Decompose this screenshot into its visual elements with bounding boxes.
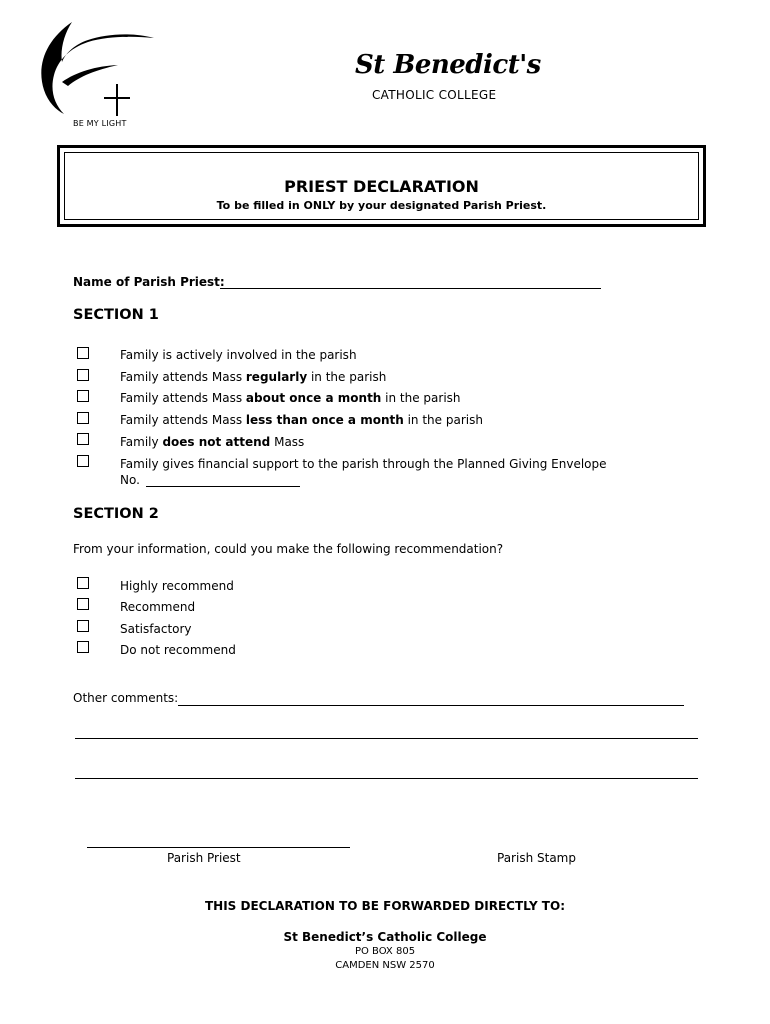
option-checkbox-do-not-recommend[interactable] xyxy=(77,641,89,653)
option-checkbox-satisfactory[interactable] xyxy=(77,620,89,632)
footer-po-box: PO BOX 805 xyxy=(354,946,416,957)
footer-college-name: St Benedict’s Catholic College xyxy=(283,930,487,944)
comments-line-3[interactable] xyxy=(75,778,698,779)
option-recommend: Recommend xyxy=(120,600,196,614)
college-logo-icon xyxy=(36,20,156,120)
priest-name-label: Name of Parish Priest: xyxy=(73,275,225,289)
priest-signature-line[interactable] xyxy=(87,847,350,848)
section1-checkbox-monthly[interactable] xyxy=(77,390,89,402)
section1-item-involved: Family is actively involved in the parish xyxy=(120,348,357,362)
section1-checkbox-regularly[interactable] xyxy=(77,369,89,381)
option-checkbox-highly-recommend[interactable] xyxy=(77,577,89,589)
page-title: PRIEST DECLARATION xyxy=(284,177,479,196)
option-highly-recommend: Highly recommend xyxy=(120,579,234,593)
priest-signature-label: Parish Priest xyxy=(167,851,241,865)
college-name-script: St Benedict's xyxy=(355,50,541,80)
envelope-no-label: No. xyxy=(120,473,140,487)
option-do-not-recommend: Do not recommend xyxy=(120,643,236,657)
section1-checkbox-less-than-monthly[interactable] xyxy=(77,412,89,424)
comments-line-1[interactable] xyxy=(178,705,684,706)
section1-item-regularly: Family attends Mass regularly in the parish xyxy=(120,370,387,384)
page-subtitle: To be filled in ONLY by your designated Parish Priest. xyxy=(216,199,547,212)
section1-checkbox-involved[interactable] xyxy=(77,347,89,359)
footer-city: CAMDEN NSW 2570 xyxy=(335,960,435,971)
comments-line-2[interactable] xyxy=(75,738,698,739)
comments-label: Other comments: xyxy=(73,691,179,705)
parish-stamp-label: Parish Stamp xyxy=(497,851,576,865)
section1-item-not-attend: Family does not attend Mass xyxy=(120,435,305,449)
section1-item-less-than-monthly: Family attends Mass less than once a month in the parish xyxy=(120,413,483,427)
college-subtitle: CATHOLIC COLLEGE xyxy=(372,88,497,102)
title-box xyxy=(57,145,706,227)
envelope-no-field[interactable] xyxy=(146,486,300,487)
section2-heading: SECTION 2 xyxy=(73,506,159,522)
college-motto: BE MY LIGHT xyxy=(73,119,127,128)
section1-checkbox-financial[interactable] xyxy=(77,455,89,467)
section1-checkbox-not-attend[interactable] xyxy=(77,433,89,445)
section1-heading: SECTION 1 xyxy=(73,307,159,323)
option-checkbox-recommend[interactable] xyxy=(77,598,89,610)
forward-instruction: THIS DECLARATION TO BE FORWARDED DIRECTLY TO: xyxy=(204,899,565,913)
title-box-inner-border xyxy=(64,152,699,220)
section1-item-financial: Family gives financial support to the parish through the Planned Giving Envelope xyxy=(120,457,607,471)
priest-name-field[interactable] xyxy=(220,288,601,289)
option-satisfactory: Satisfactory xyxy=(120,622,192,636)
section1-item-monthly: Family attends Mass about once a month in the parish xyxy=(120,391,461,405)
section2-question: From your information, could you make the following recommendation? xyxy=(73,542,504,556)
